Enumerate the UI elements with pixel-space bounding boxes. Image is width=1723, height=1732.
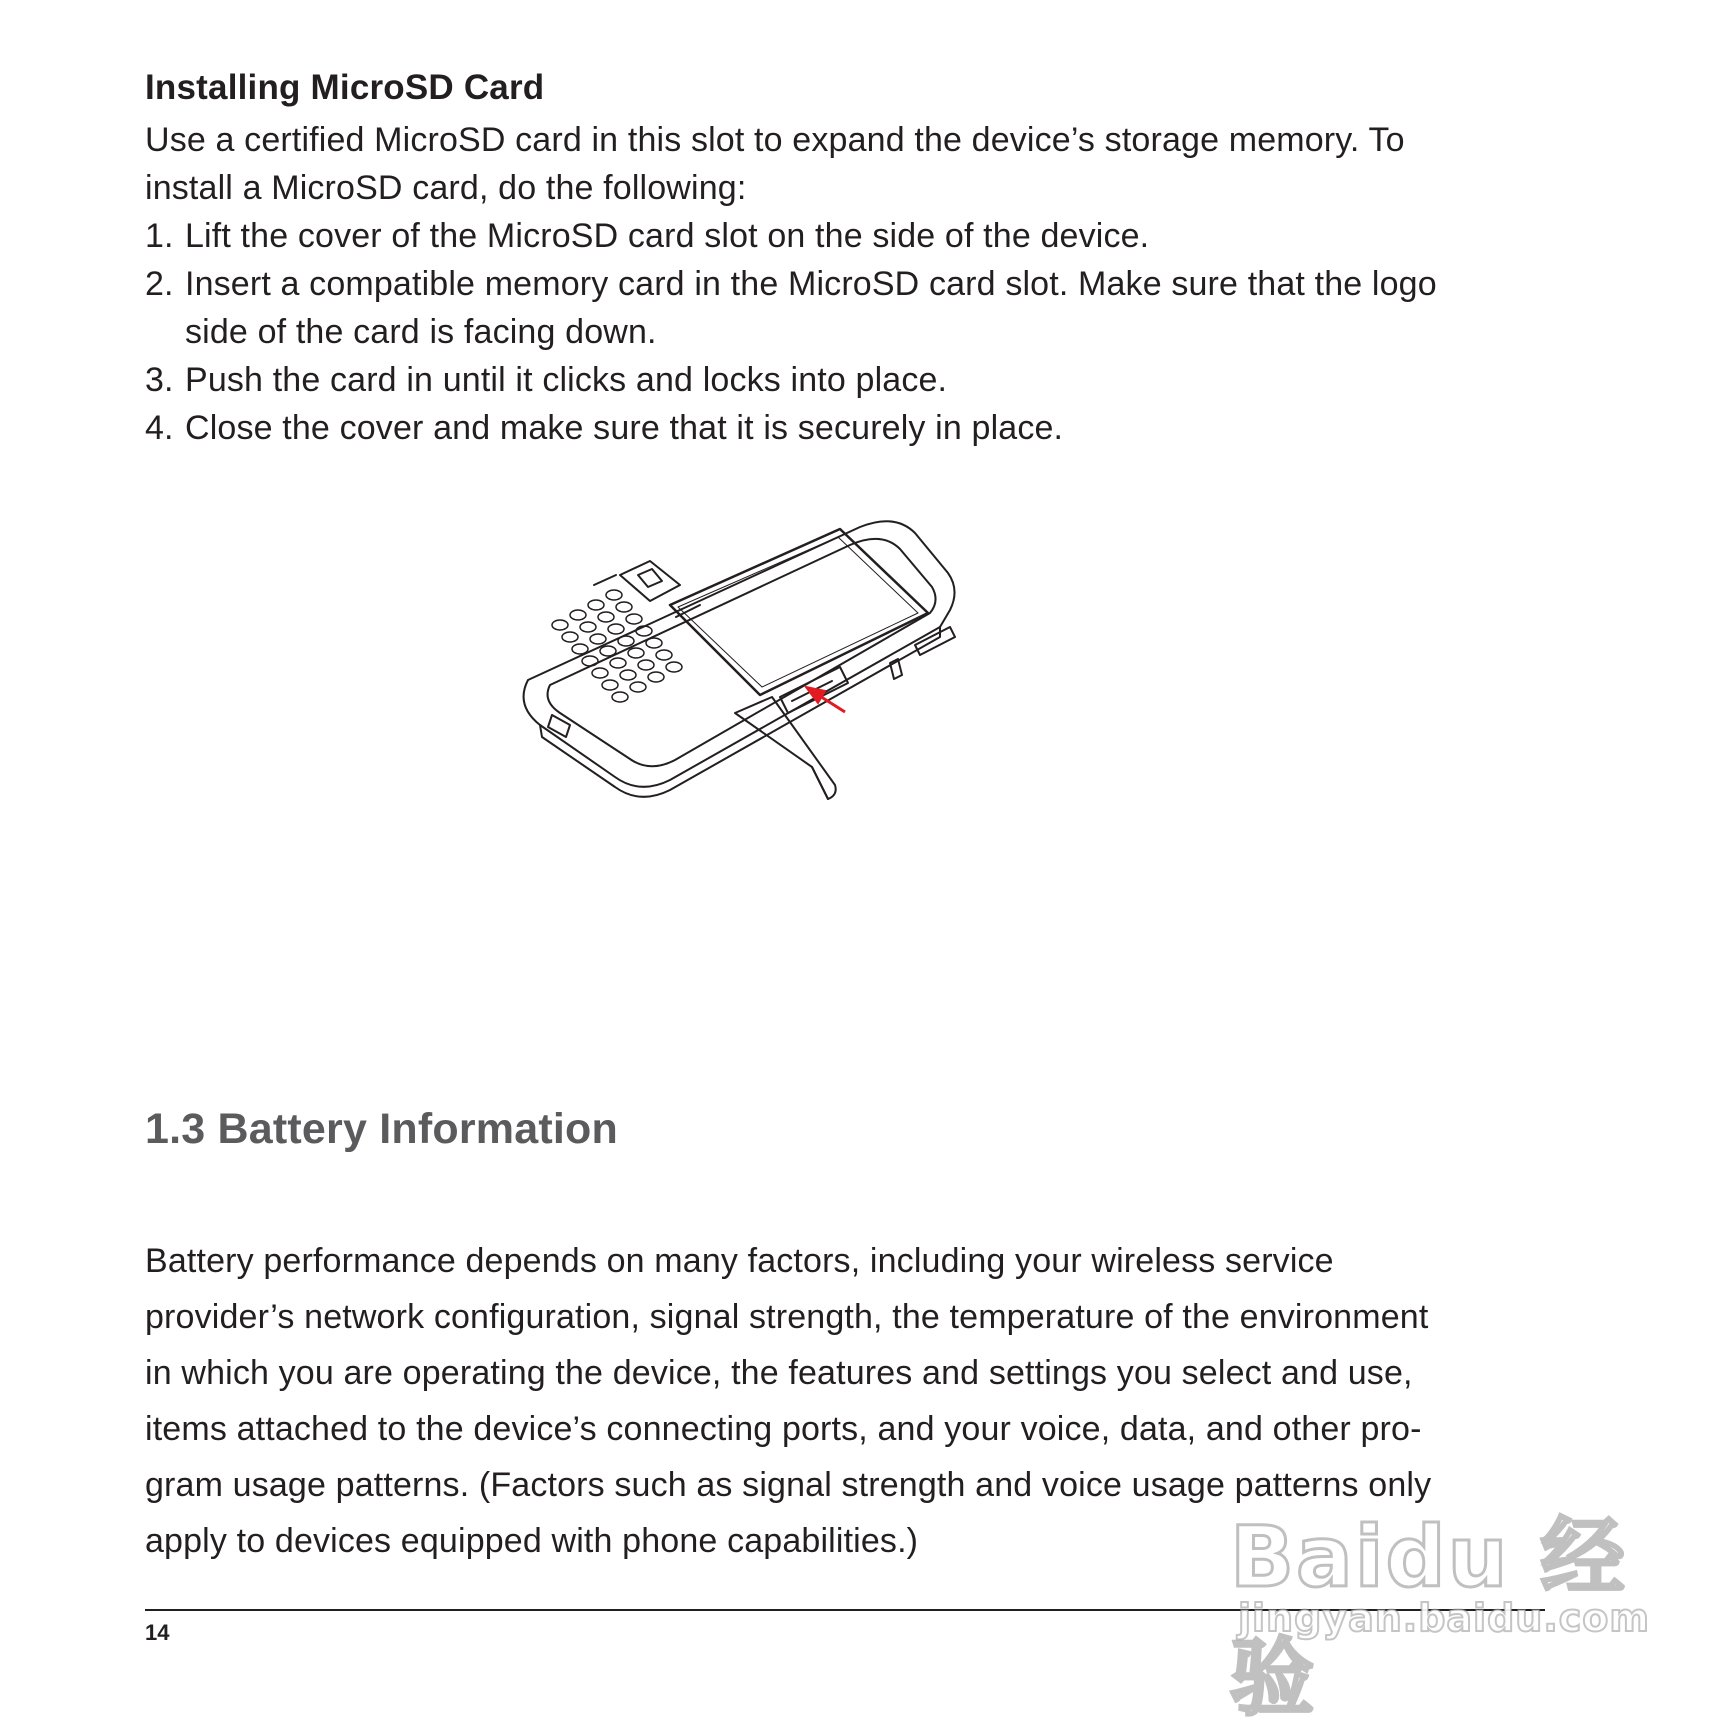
microsd-intro-line1: Use a certified MicroSD card in this slot to expand the device’s storage memory. To [145,121,1405,159]
battery-line: gram usage patterns. (Factors such as signal strength and voice usage patterns only [145,1466,1432,1504]
battery-heading: 1.3 Battery Information [145,1105,618,1153]
watermark-url: jingyan.baidu.com [1238,1596,1650,1640]
page-number: 14 [145,1620,170,1645]
step-item [145,212,1545,260]
battery-line: items attached to the device’s connecting ports, and your voice, data, and other pro- [145,1410,1422,1448]
footer-divider [145,1609,1545,1611]
battery-paragraph [145,1233,1565,1569]
device-microsd-illustration [520,515,1060,855]
microsd-section [145,62,1545,452]
step-text-continued: side of the card is facing down. [185,313,657,351]
device-body-outline [524,521,955,787]
microsd-heading: Installing MicroSD Card [145,68,545,107]
step-text: Insert a compatible memory card in the MicroSD card slot. Make sure that the logo [185,265,1437,303]
step-number: 4. [145,409,174,447]
step-number: 2. [145,265,174,303]
device-microsd-insertion-illustration-icon [520,515,1060,855]
microsd-intro-line2: install a MicroSD card, do the following: [145,169,747,207]
battery-line: apply to devices equipped with phone capabilities.) [145,1522,919,1560]
battery-line: in which you are operating the device, the features and settings you select and use, [145,1354,1413,1392]
step-text: Close the cover and make sure that it is securely in place. [185,409,1064,447]
battery-line: provider’s network configuration, signal strength, the temperature of the environment [145,1298,1429,1336]
step-item [145,404,1545,452]
step-number: 3. [145,361,174,399]
step-item [145,260,1545,356]
step-item [145,356,1545,404]
microsd-steps-list [145,212,1545,452]
nav-pad [620,561,680,601]
step-number: 1. [145,217,174,255]
watermark-logo: Baidu 经验 [1230,1508,1627,1727]
step-text: Push the card in until it clicks and locks into place. [185,361,948,399]
battery-line: Battery performance depends on many factors, including your wireless service [145,1242,1334,1280]
keypad [552,590,682,702]
step-text: Lift the cover of the MicroSD card slot on the side of the device. [185,217,1150,255]
microsd-intro [145,116,1545,212]
